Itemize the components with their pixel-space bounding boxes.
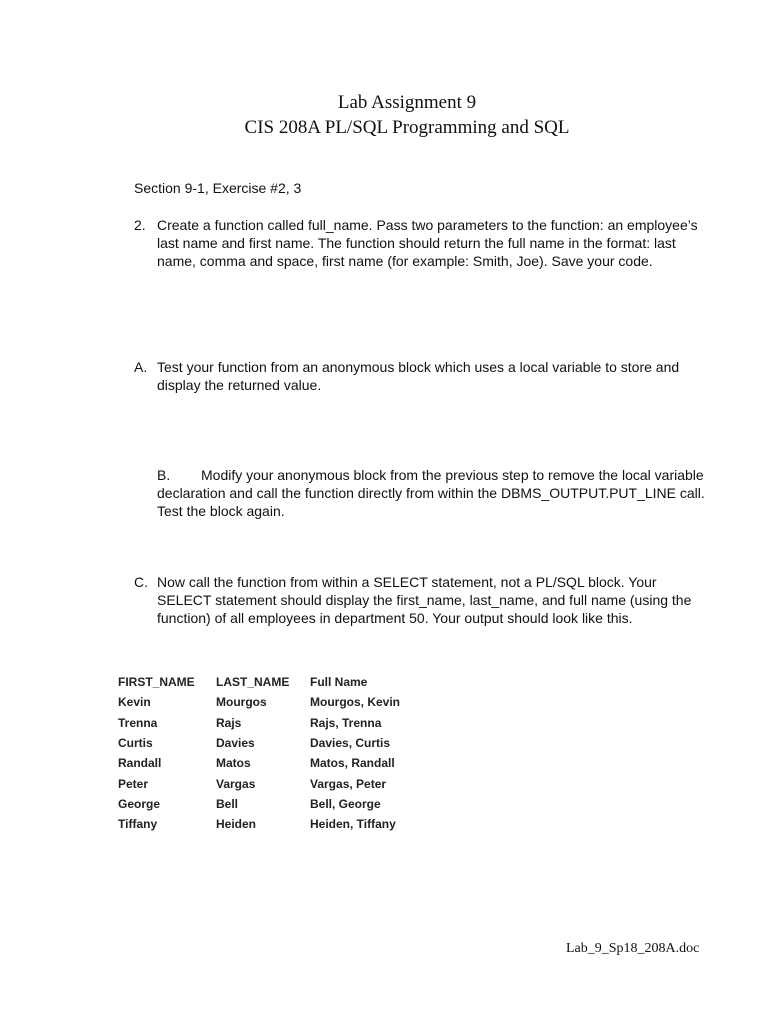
course-title: CIS 208A PL/SQL Programming and SQL — [244, 117, 570, 138]
cell-first-name: George — [118, 796, 161, 811]
table-row — [118, 814, 430, 834]
cell-first-name: Trenna — [118, 715, 158, 730]
cell-full-name: Vargas, Peter — [310, 776, 387, 791]
table-row — [118, 753, 430, 773]
cell-first-name: Kevin — [118, 695, 151, 710]
cell-last-name: Matos — [216, 756, 251, 771]
exercise-b-text: Modify your anonymous block from the previous step to remove the local variable declaration and call the function directly from within the DBMS_OUTPUT.PUT_LINE call. Test the block again. — [157, 467, 705, 519]
cell-full-name: Heiden, Tiffany — [310, 817, 396, 832]
sample-output-table — [118, 672, 430, 834]
cell-last-name: Davies — [216, 736, 255, 751]
cell-first-name: Tiffany — [118, 817, 158, 832]
exercise-a-marker: A. — [134, 359, 148, 375]
cell-full-name: Matos, Randall — [310, 756, 395, 771]
table-row — [118, 713, 430, 733]
cell-first-name: Randall — [118, 756, 162, 771]
cell-last-name: Bell — [216, 796, 239, 811]
cell-first-name: Curtis — [118, 736, 153, 751]
cell-last-name: Rajs — [216, 715, 242, 730]
table-row — [118, 773, 430, 793]
exercise-2-marker: 2. — [134, 217, 146, 233]
footer-filename: Lab_9_Sp18_208A.doc — [566, 941, 700, 956]
exercise-c-text: Now call the function from within a SELECT statement, not a PL/SQL block. Your SELECT statement should display the first_name, last_name, and full name (using the function) of all employees in department 50. Your output should look like this. — [157, 574, 692, 626]
cell-last-name: Heiden — [216, 817, 257, 832]
table-row — [118, 692, 430, 712]
cell-last-name: Vargas — [216, 776, 256, 791]
cell-last-name: Mourgos — [216, 695, 267, 710]
table-row — [118, 794, 430, 814]
cell-full-name: Mourgos, Kevin — [310, 695, 401, 710]
document-title: Lab Assignment 9 — [337, 92, 477, 113]
cell-full-name: Bell, George — [310, 796, 381, 811]
exercise-c — [134, 573, 714, 627]
exercise-b — [157, 466, 717, 520]
exercise-a-text: Test your function from an anonymous block which uses a local variable to store and display the returned value. — [157, 359, 680, 393]
exercise-2-text: Create a function called full_name. Pass two parameters to the function: an employee’s last name and first name. The function should return the full name in the format: last name, comma and space, first name (for example: Smith, Joe). Save your code. — [157, 217, 698, 269]
cell-first-name: Peter — [118, 776, 149, 791]
column-header-last-name: LAST_NAME — [216, 675, 290, 690]
cell-full-name: Rajs, Trenna — [310, 715, 382, 730]
cell-full-name: Davies, Curtis — [310, 736, 391, 751]
column-header-full-name: Full Name — [310, 675, 368, 690]
exercise-a — [134, 358, 714, 394]
column-header-first-name: FIRST_NAME — [118, 675, 195, 690]
exercise-2 — [134, 216, 714, 270]
table-header-row — [118, 672, 430, 692]
exercise-b-marker: B. — [157, 467, 171, 483]
table-row — [118, 733, 430, 753]
exercise-c-marker: C. — [134, 574, 148, 590]
section-label: Section 9-1, Exercise #2, 3 — [134, 180, 302, 196]
